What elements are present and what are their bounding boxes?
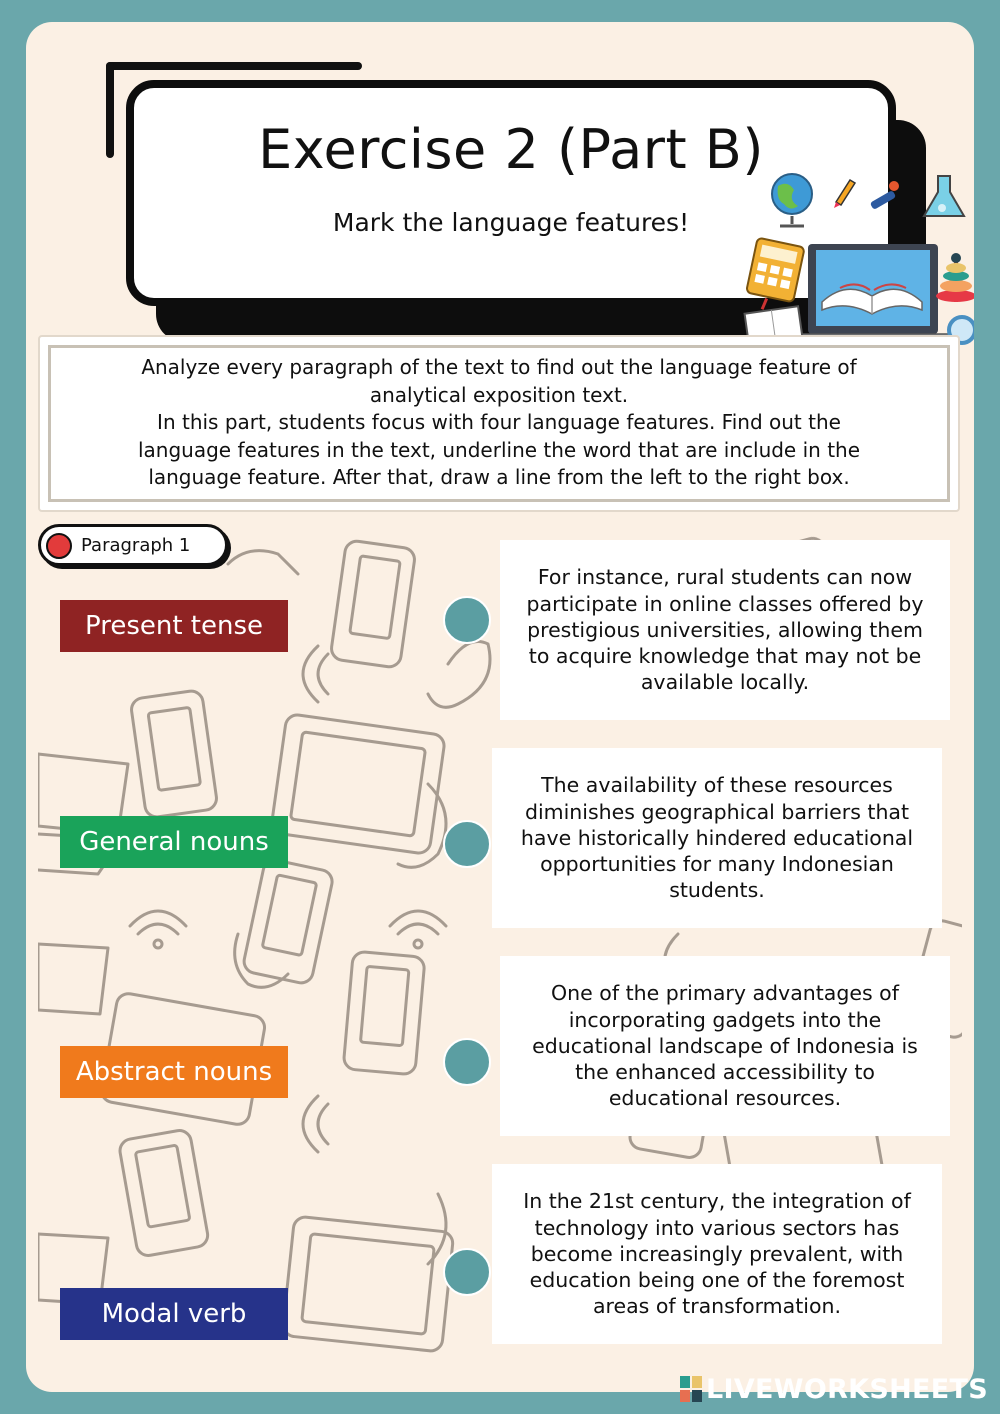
connector-dot[interactable] [443, 1248, 491, 1296]
passage-box[interactable] [500, 956, 950, 1136]
header-accent-bar [106, 62, 362, 70]
globe-icon [772, 174, 812, 226]
laptop-book-icon [796, 244, 954, 346]
passage-text: The availability of these resources diminishes geographical barriers that have historically hindered educational opportunities for many Indonesian students. [520, 773, 914, 903]
instructions-line: language features in the text, underline the word that are include in the [137, 437, 861, 462]
feature-label-modal-verb[interactable]: Modal verb [60, 1288, 288, 1340]
calculator-icon [746, 238, 805, 303]
liveworksheets-logo-icon [680, 1376, 702, 1402]
feature-label-abstract-nouns[interactable]: Abstract nouns [60, 1046, 288, 1098]
instructions-line: In this part, students focus with four language features. Find out the [157, 410, 841, 434]
liveworksheets-brand[interactable] [680, 1374, 988, 1404]
worksheet [26, 22, 974, 1392]
feature-label-present-tense[interactable]: Present tense [60, 600, 288, 652]
pencil-icon [834, 180, 855, 208]
passage-text: For instance, rural students can now participate in online classes offered by prestigious universities, allowing them to acquire knowledge that may not be available locally. [526, 565, 924, 695]
stacking-toy-icon [936, 253, 974, 302]
passage-box[interactable] [492, 748, 942, 928]
instructions-text [48, 345, 950, 502]
paragraph-tag-label: Paragraph 1 [81, 535, 191, 556]
passage-text: In the 21st century, the integration of technology into various sectors has become increasingly prevalent, with education being one of the foremost areas of transformation. [523, 1189, 911, 1319]
instructions-line: analytical exposition text. [369, 382, 629, 407]
connector-dot[interactable] [443, 1038, 491, 1086]
passage-box[interactable] [500, 540, 950, 720]
header-accent-bar-vertical [106, 62, 114, 158]
feature-label-general-nouns[interactable]: General nouns [60, 816, 288, 868]
connector-dot[interactable] [443, 596, 491, 644]
connector-dot[interactable] [443, 820, 491, 868]
paragraph-tag [38, 524, 228, 566]
flask-icon [924, 176, 964, 216]
passage-text: One of the primary advantages of incorporating gadgets into the educational landscape of Indonesia is the enhanced accessibility to educational resources. [532, 981, 918, 1111]
red-dot-icon [46, 533, 72, 559]
school-supplies-illustration [716, 172, 974, 362]
page-subtitle: Mark the language features! [332, 208, 690, 237]
instructions-line: language feature. After that, draw a line from the left to the right box. [148, 465, 850, 489]
passage-box[interactable] [492, 1164, 942, 1344]
instructions-line: Analyze every paragraph of the text to find out the language feature of [141, 355, 857, 379]
brand-name: LIVEWORKSHEETS [705, 1373, 988, 1405]
instructions-box [38, 335, 960, 512]
page-title: Exercise 2 (Part B) [258, 118, 764, 181]
paintbrush-icon [870, 181, 899, 210]
